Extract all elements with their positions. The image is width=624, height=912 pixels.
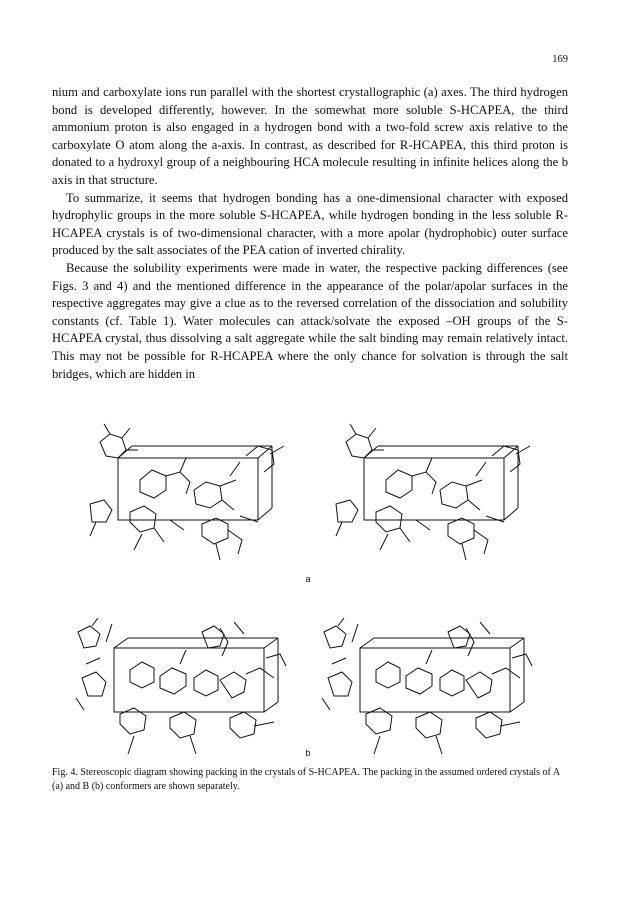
body-text [52,84,568,383]
stereo-diagram-b-graphic [70,618,554,758]
panel-label-a: a [305,574,311,584]
paragraph: nium and carboxylate ions run parallel with the shortest crystallographic (a) axes. The third hydrogen bond is developed differently, however. In the somewhat more soluble S-HCAPEA, the third ammonium proton is also engaged in a hydrogen bond with a two-fold screw axis relative to the carboxylate O atom along the a-axis. In contrast, as described for R-HCAPEA, this third proton is donated to a hydroxyl group of a neighbouring HCA molecule resulting in infinite helices along the b axis in that structure. [52,85,568,187]
stereo-left-half [76,618,286,754]
page-number: 169 [552,54,568,65]
paragraph: To summarize, it seems that hydrogen bonding has a one-dimensional character with exposed hydrophylic groups in the more soluble S-HCAPEA, while hydrogen bonding in the less soluble R-HCAPEA crystals is of two-dimensional character, with a more apolar (hydrophobic) outer surface produced by the salt associates of the PEA cation of inverted chirality. [52,190,568,258]
panel-label-b: b [305,748,311,758]
stereo-right-half [322,618,532,754]
figure-caption: Fig. 4. Stereoscopic diagram showing packing in the crystals of S-HCAPEA. The packing in the assumed ordered crystals of A (a) and B (b) conformers are shown separately. [52,767,560,792]
stereo-diagram-a-graphic [70,420,554,570]
stereo-diagram-b [70,618,554,758]
stereo-right-half [336,424,530,560]
stereo-diagram-a [70,420,554,570]
paragraph: Because the solubility experiments were made in water, the respective packing differences (see Figs. 3 and 4) and the mentioned difference in the appearance of the polar/apolar surfaces in the respective aggregates may give a clue as to the reversed correlation of the dissociation and solubility constants (cf. Table 1). Water molecules can attack/solvate the exposed –OH groups of the S-HCAPEA crystal, thus dissolving a salt aggregate while the salt binding may remain relatively intact. This may not be possible for R-HCAPEA where the only chance for solvation is through the salt bridges, which are hidden in [52,260,568,381]
stereo-left-half [90,424,284,560]
